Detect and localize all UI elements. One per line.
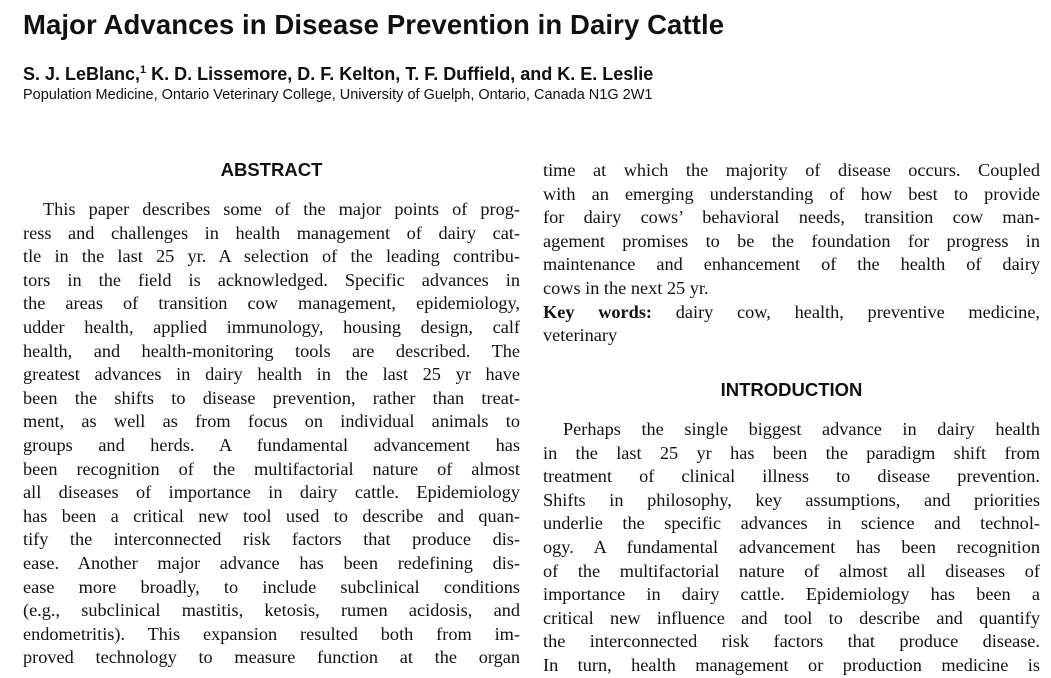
abstract-line: ress and challenges in health management of dairy cat- (23, 222, 520, 243)
keywords-values: dairy cow, health, preventive medicine, (652, 301, 1041, 322)
abstract-line: proved technology to measure function at the organ (23, 647, 520, 668)
author-rest: K. D. Lissemore, D. F. Kelton, T. F. Duffield, and K. E. Leslie (146, 64, 654, 84)
intro-line: of the multifactorial nature of almost all diseases of (543, 560, 1040, 581)
abstract-line: for dairy cows’ behavioral needs, transition cow man- (543, 207, 1040, 228)
abstract-line: greatest advances in dairy health in the last 25 yr have (23, 364, 520, 385)
intro-line: importance in dairy cattle. Epidemiology has been a (543, 584, 1040, 605)
abstract-line: has been a critical new tool used to describe and quan- (23, 505, 520, 526)
affiliation: Population Medicine, Ontario Veterinary College, University of Guelph, Ontario, Canada N1G 2W1 (23, 87, 653, 103)
intro-line: critical new influence and tool to describe and quantify (543, 607, 1040, 628)
author-list (23, 64, 653, 85)
introduction-heading: INTRODUCTION (720, 379, 863, 400)
abstract-line: all diseases of importance in dairy cattle. Epidemiology (23, 482, 520, 503)
introduction-body (543, 418, 1040, 678)
abstract-line: endometritis). This expansion resulted both from im- (23, 623, 520, 644)
abstract-line: been recognition of the multifactorial nature of almost (23, 458, 520, 479)
abstract-line: (e.g., subclinical mastitis, ketosis, rumen acidosis, and (23, 600, 520, 621)
abstract-line: maintenance and enhancement of the health of dairy (543, 254, 1040, 275)
intro-line: underlie the specific advances in science and technol- (543, 513, 1040, 534)
abstract-line: groups and herds. A fundamental advancement has (23, 434, 520, 455)
abstract-heading: ABSTRACT (220, 159, 323, 180)
abstract-continuation (543, 159, 1040, 348)
abstract-line: ease more broadly, to include subclinical conditions (23, 576, 520, 597)
abstract-line: This paper describes some of the major points of prog- (43, 199, 520, 219)
intro-line: treatment of clinical illness to disease prevention. (543, 466, 1040, 487)
intro-line: the interconnected risk factors that produce disease. (543, 631, 1040, 652)
intro-line: in the last 25 yr has been the paradigm shift from (543, 442, 1040, 463)
keywords-label: Key words: (543, 301, 653, 322)
author-footnote-marker: 1 (140, 64, 147, 76)
abstract-body (23, 198, 520, 670)
intro-line: ogy. A fundamental advancement has been recognition (543, 536, 1040, 557)
abstract-line: udder health, applied immunology, housing design, calf (23, 316, 520, 337)
abstract-line: ease. Another major advance has been redefining dis- (23, 552, 520, 573)
abstract-line: with an emerging understanding of how best to provide (543, 183, 1040, 204)
author-first: S. J. LeBlanc, (23, 64, 141, 84)
abstract-line: cows in the next 25 yr. (543, 277, 709, 298)
intro-line: Shifts in philosophy, key assumptions, and priorities (543, 489, 1040, 510)
intro-line: In turn, health management or production medicine is (543, 654, 1040, 675)
abstract-line: health, and health-monitoring tools are described. The (23, 340, 520, 361)
abstract-line: tify the interconnected risk factors that produce dis- (23, 529, 520, 550)
keywords-line (543, 301, 1040, 325)
keywords-line-2: veterinary (543, 325, 618, 346)
abstract-line: been the shifts to disease prevention, rather than treat- (23, 387, 520, 408)
abstract-line: tle in the last 25 yr. A selection of the leading contribu- (23, 246, 520, 267)
abstract-line: tors in the field is acknowledged. Specific advances in (23, 269, 520, 290)
abstract-line: ment, as well as from focus on individual animals to (23, 411, 520, 432)
abstract-line: the areas of transition cow management, epidemiology, (23, 293, 520, 314)
abstract-line: time at which the majority of disease occurs. Coupled (543, 160, 1040, 180)
intro-line: Perhaps the single biggest advance in dairy health (563, 419, 1040, 439)
abstract-line: agement promises to be the foundation for progress in (543, 230, 1040, 251)
paper-title: Major Advances in Disease Prevention in Dairy Cattle (23, 9, 725, 40)
